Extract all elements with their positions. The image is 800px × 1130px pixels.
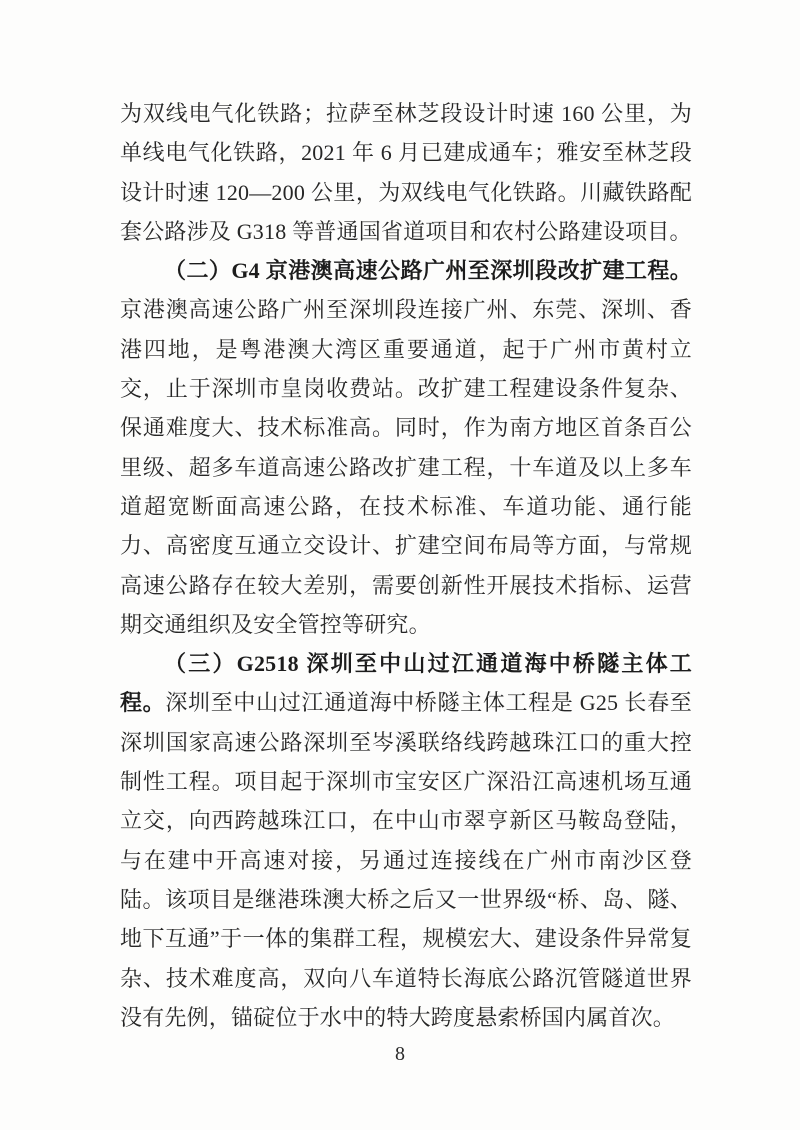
- body-text: 为双线电气化铁路；拉萨至林芝段设计时速 160 公里，为单线电气化铁路，2021 年 6 月已建成通车；雅安至林芝段设计时速 120—200 公里，为双线电气化铁路。川藏铁路配套公路涉及 G318 等普通国省道项目和农村公路建设项目。: [120, 101, 692, 244]
- para-section-3-g2518-shenzhen-zhongshan: [120, 644, 692, 1037]
- section-heading-text: （二）G4 京港澳高速公路广州至深圳段改扩建工程。: [164, 258, 692, 284]
- body-text: 深圳至中山过江通道海中桥隧主体工程是 G25 长春至深圳国家高速公路深圳至岑溪联络线跨越珠江口的重大控制性工程。项目起于深圳市宝安区广深沿江高速机场互通立交，向西跨越珠江口，在中山市翠亨新区马鞍岛登陆，与在建中开高速对接，另通过连接线在广州市南沙区登陆。该项目是继港珠澳大桥之后又一世界级“桥、岛、隧、地下互通”于一体的集群工程，规模宏大、建设条件异常复杂、技术难度高，双向八车道特长海底公路沉管隧道世界没有先例，锚碇位于水中的特大跨度悬索桥国内属首次。: [120, 690, 692, 1030]
- page-number: 8: [395, 1043, 405, 1065]
- body-text: 京港澳高速公路广州至深圳段连接广州、东莞、深圳、香港四地，是粤港澳大湾区重要通道，起于广州市黄村立交，止于深圳市皇岗收费站。改扩建工程建设条件复杂、保通难度大、技术标准高。同时，作为南方地区首条百公里级、超多车道高速公路改扩建工程，十车道及以上多车道超宽断面高速公路，在技术标准、车道功能、通行能力、高密度互通立交设计、扩建空间布局等方面，与常规高速公路存在较大差别，需要创新性开展技术指标、运营期交通组织及安全管控等研究。: [120, 297, 692, 637]
- section-heading-text: （三）G2518 深圳至中山过江通道海中桥隧主体工程。: [120, 651, 692, 716]
- para-section-2-g4-guangzhou-shenzhen: [120, 251, 692, 644]
- document-body: [120, 94, 692, 1037]
- para-railway-continuation: [120, 94, 692, 251]
